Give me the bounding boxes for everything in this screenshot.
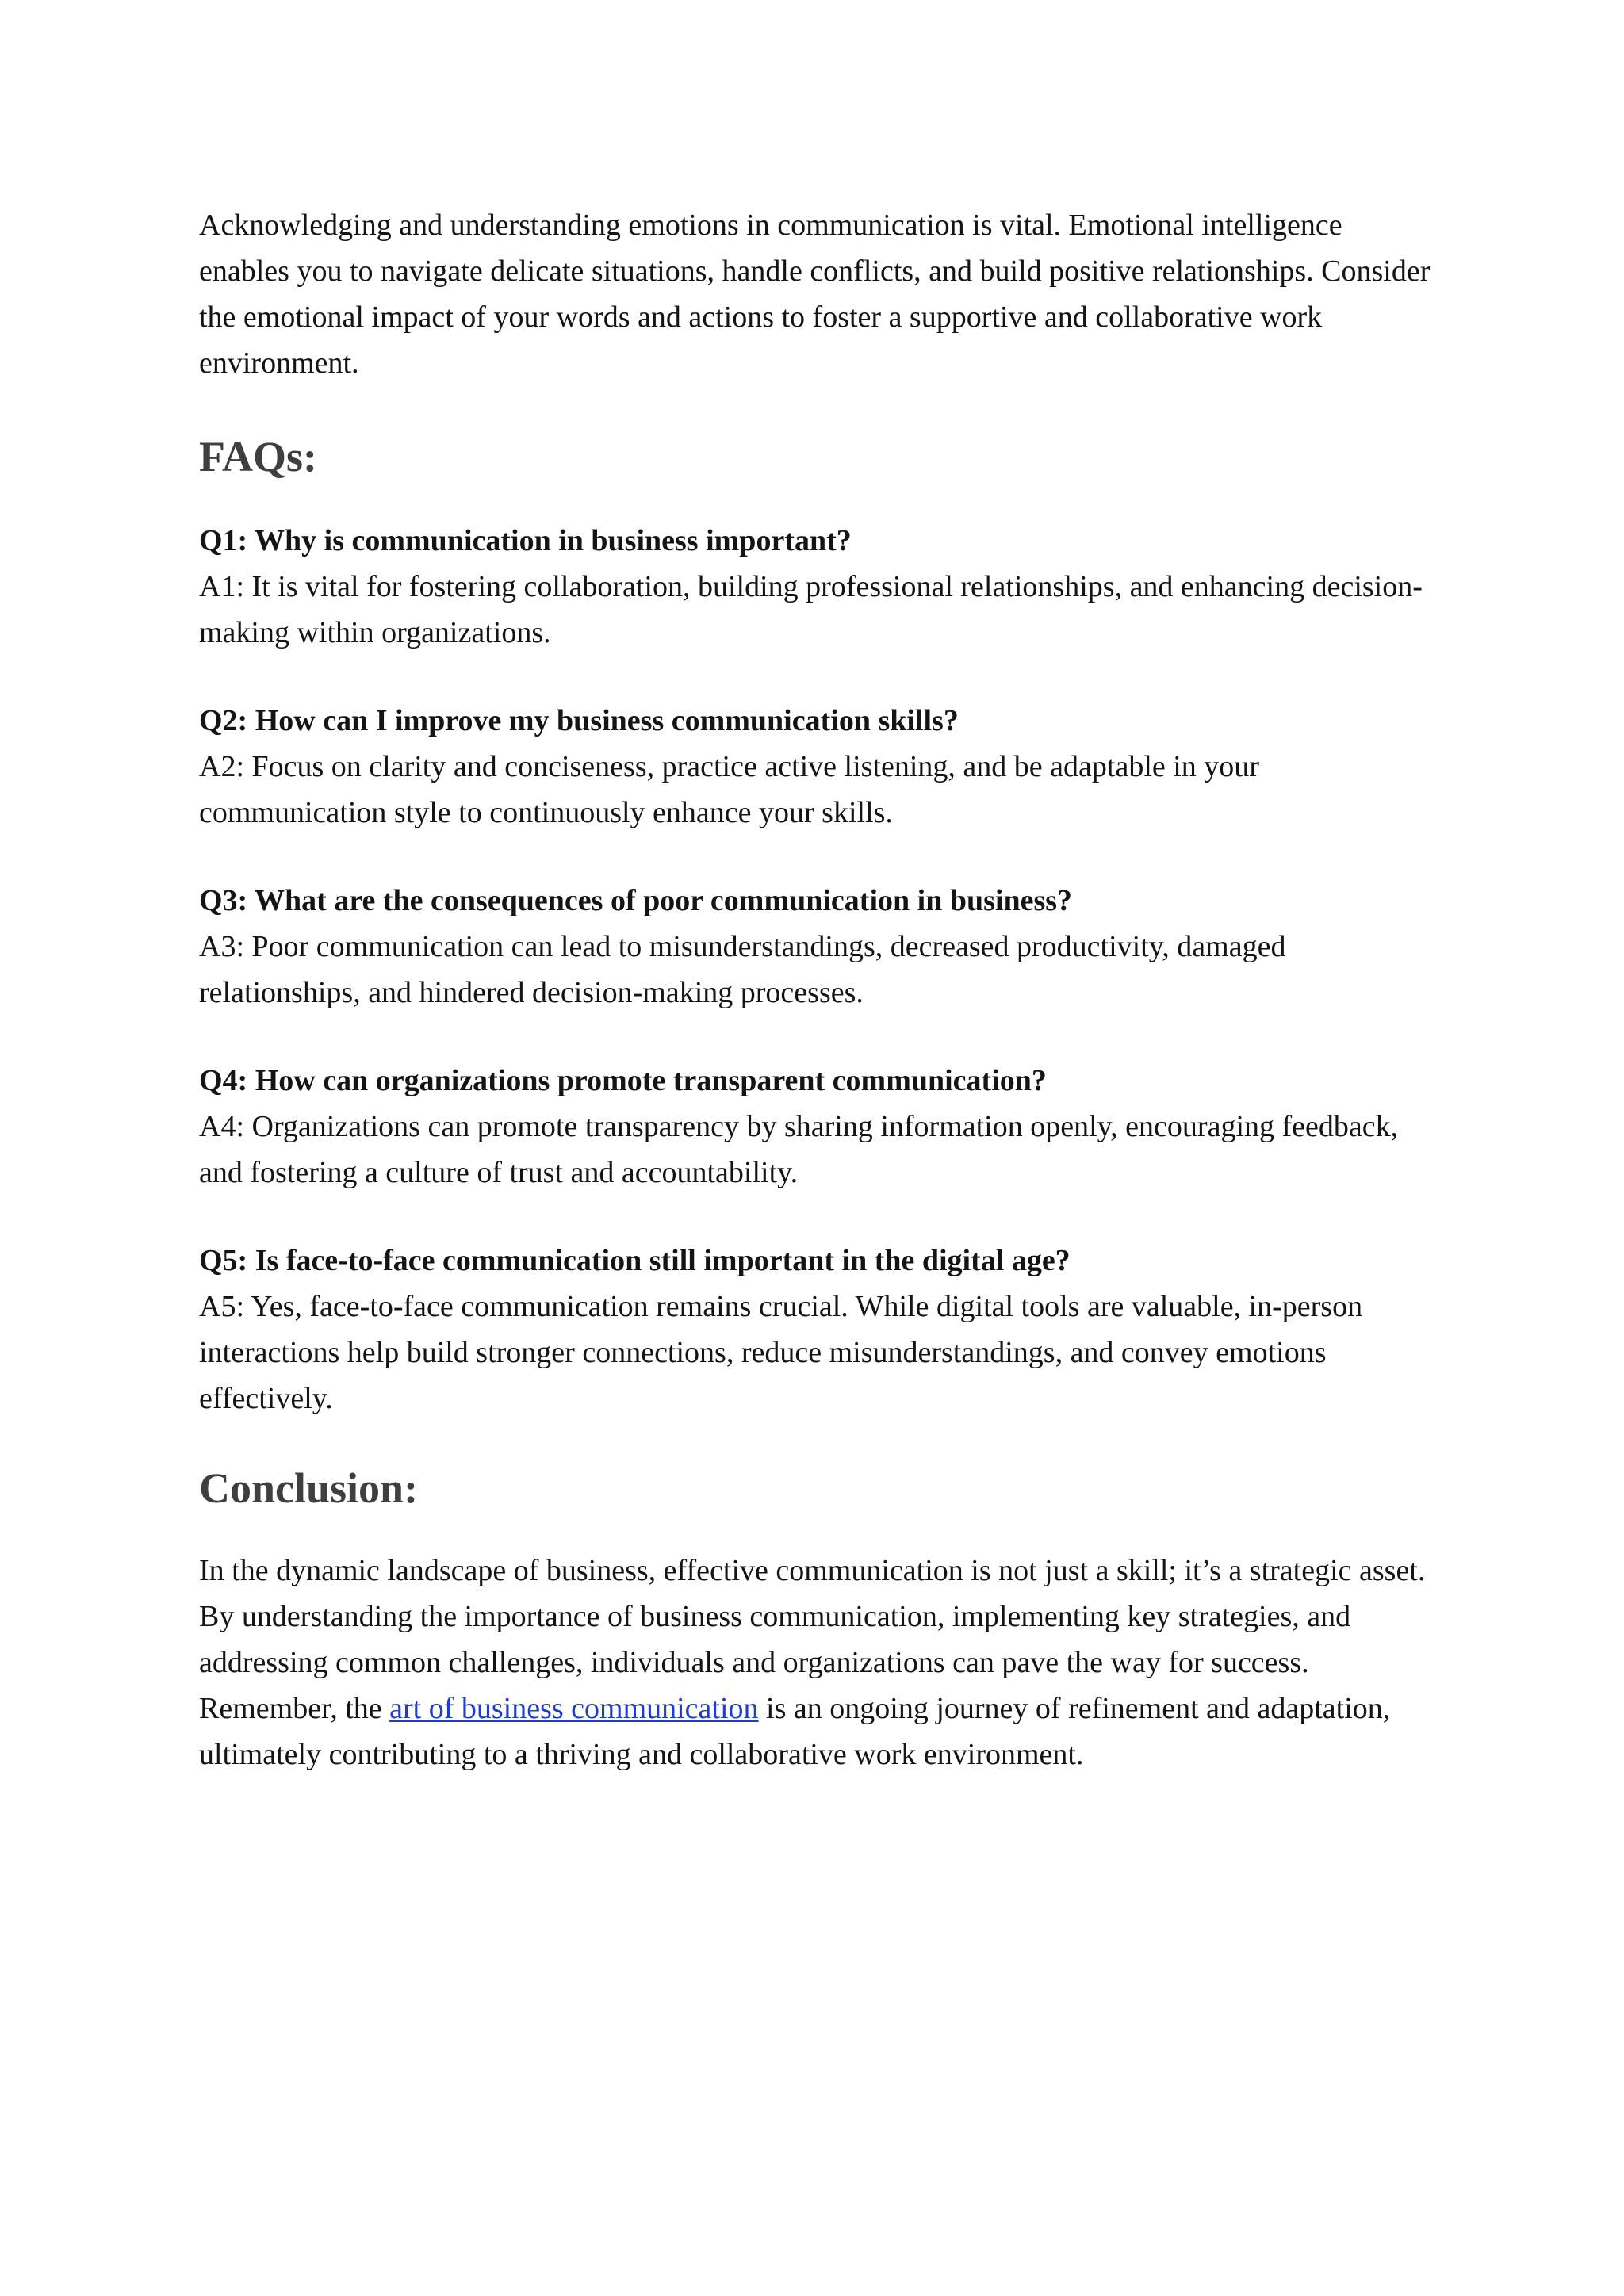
intro-paragraph: Acknowledging and understanding emotions in communication is vital. Emotional intelligence enables you to navigate delicate situations, handle conflicts, and build positive relationships. Consider the emotional impact of your words and actions to foster a supportive and collaborative work environment.: [199, 209, 1431, 380]
faq-question: Q4: How can organizations promote transparent communication?: [199, 1064, 1047, 1097]
conclusion-text-end: is an ongoing journey of refinement and adaptation, ultimately contributing to a thriving and collaborative work environment.: [199, 1692, 1391, 1771]
faq-item-1: [199, 518, 1436, 656]
faq-item-2: [199, 698, 1436, 836]
faq-item-5: [199, 1238, 1436, 1422]
faq-question: Q5: Is face-to-face communication still important in the digital age?: [199, 1244, 1071, 1277]
faq-answer: A2: Focus on clarity and conciseness, practice active listening, and be adaptable in your communication style to continuously enhance your skills.: [199, 750, 1259, 829]
faq-question: Q2: How can I improve my business communication skills?: [199, 704, 959, 737]
faq-item-4: [199, 1058, 1436, 1196]
art-of-business-communication-link[interactable]: art of business communication: [389, 1692, 759, 1725]
faq-question: Q3: What are the consequences of poor communication in business?: [199, 884, 1073, 917]
faq-answer: A1: It is vital for fostering collaboration, building professional relationships, and enhancing decision-making within organizations.: [199, 570, 1423, 649]
document-page: [199, 202, 1436, 1777]
faq-answer: A3: Poor communication can lead to misunderstandings, decreased productivity, damaged relationships, and hindered decision-making processes.: [199, 930, 1286, 1009]
conclusion-heading: Conclusion:: [199, 1464, 419, 1512]
faq-answer: A4: Organizations can promote transparency by sharing information openly, encouraging feedback, and fostering a culture of trust and accountability.: [199, 1110, 1399, 1189]
faq-question: Q1: Why is communication in business important?: [199, 524, 852, 557]
faq-item-3: [199, 878, 1436, 1016]
faq-answer: A5: Yes, face-to-face communication remains crucial. While digital tools are valuable, in-person interactions help build stronger connections, reduce misunderstandings, and convey emotions effectively.: [199, 1290, 1363, 1415]
conclusion-text-start: In the dynamic landscape of business, effective communication is not just a skill; it’s a strategic asset. By understanding the importance of business communication, implementing key strategies, and addressing common challenges, individuals and organizations can pave the way for success. Remember, the: [199, 1554, 1426, 1725]
faqs-heading: FAQs:: [199, 433, 317, 480]
conclusion-paragraph: [199, 1548, 1436, 1777]
faq-list: [199, 518, 1436, 1422]
